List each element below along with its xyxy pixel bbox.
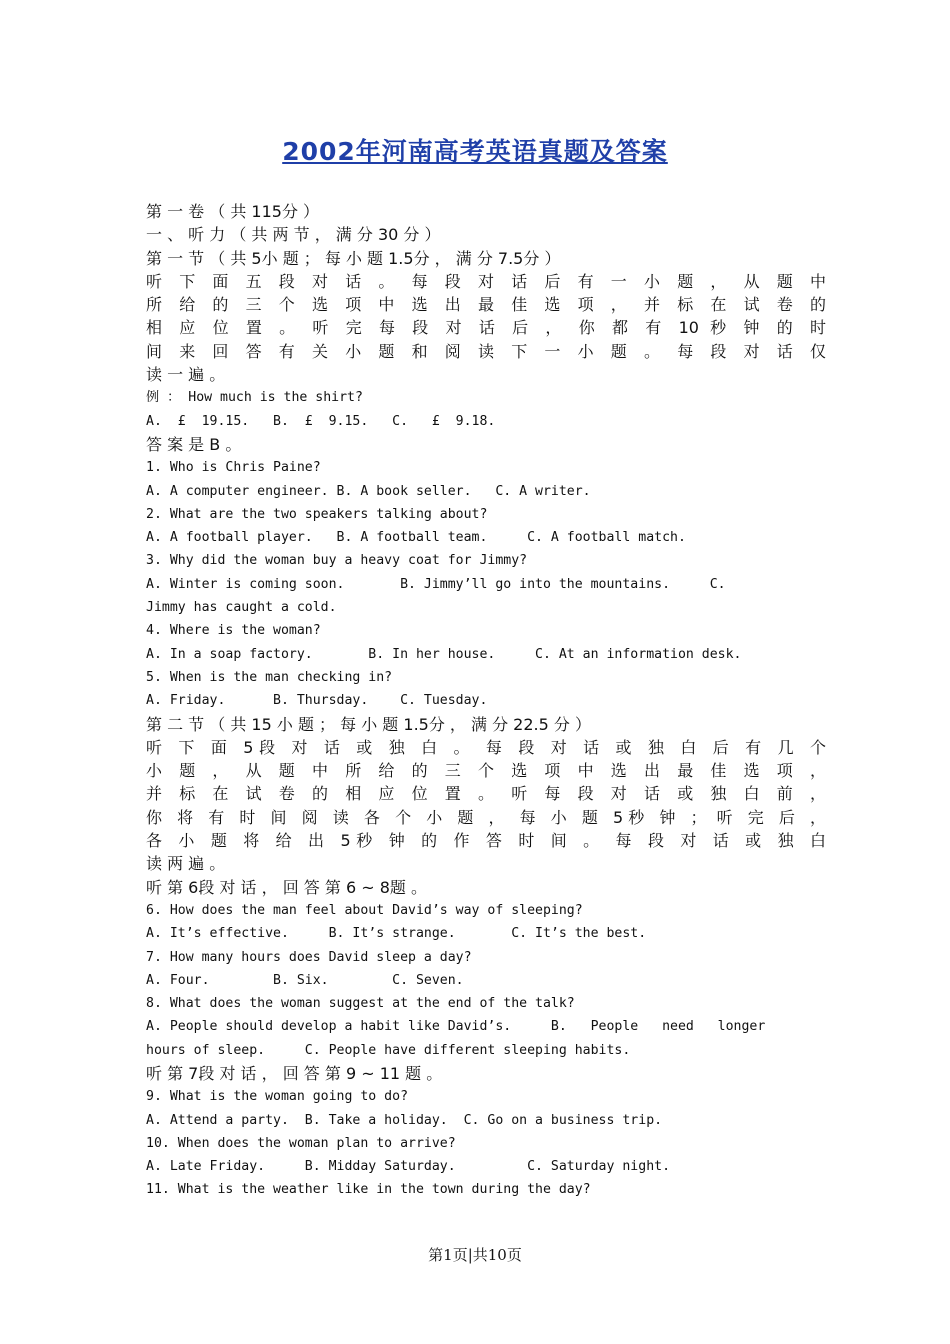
document-body xyxy=(146,200,826,1202)
text-line: 一 、 听 力 （ 共 两 节 ， 满 分 30 分 ） xyxy=(146,225,441,245)
text-line: 2. What are the two speakers talking about? xyxy=(146,506,488,522)
text-line: 你 将 有 时 间 阅 读 各 个 小 题 ， 每 小 题 5秒 钟 ； 听 完 后 ， xyxy=(146,807,826,827)
text-line: 10. When does the woman plan to arrive? xyxy=(146,1135,456,1151)
text-line: A. Winter is coming soon. B. Jimmy’ll go into the mountains. C. xyxy=(146,576,726,592)
text-line: 9. What is the woman going to do? xyxy=(146,1089,409,1105)
text-line: 6. How does the man feel about David’s way of sleeping? xyxy=(146,902,583,918)
text-line: 11. What is the weather like in the town during the day? xyxy=(146,1182,591,1198)
text-line: 小 题 ， 从 题 中 所 给 的 三 个 选 项 中 选 出 最 佳 选 项 ， xyxy=(146,761,826,781)
text-line: 7. How many hours does David sleep a day? xyxy=(146,949,472,965)
text-line: A. Attend a party. B. Take a holiday. C. Go on a business trip. xyxy=(146,1112,663,1128)
text-line: 各 小 题 将 给 出 5秒 钟 的 作 答 时 间 。 每 段 对 话 或 独 白 xyxy=(146,831,826,851)
text-line: 读 两 遍 。 xyxy=(146,854,226,874)
text-line: 读 一 遍 。 xyxy=(146,365,226,385)
text-line: A. £ 19.15. B. £ 9.15. C. £ 9.18. xyxy=(146,413,496,429)
text-line: A. Four. B. Six. C. Seven. xyxy=(146,972,464,988)
text-line: A. In a soap factory. B. In her house. C. At an information desk. xyxy=(146,646,742,662)
document-title: 2002年河南高考英语真题及答案 xyxy=(282,137,668,166)
text-line: 第 一 卷 （ 共 115分 ） xyxy=(146,202,320,221)
text-line: 例 ： How much is the shirt? xyxy=(146,390,363,406)
text-line: hours of sleep. C. People have different sleeping habits. xyxy=(146,1042,631,1058)
text-line: A. Friday. B. Thursday. C. Tuesday. xyxy=(146,693,488,709)
text-line: A. It’s effective. B. It’s strange. C. It’s the best. xyxy=(146,926,647,942)
text-line: 第 二 节 （ 共 15 小 题 ； 每 小 题 1.5分 ， 满 分 22.5 分 ） xyxy=(146,714,591,734)
text-line: A. A football player. B. A football team. C. A football match. xyxy=(146,530,686,546)
text-line: 4. Where is the woman? xyxy=(146,623,321,639)
text-line: 第 一 节 （ 共 5小 题 ； 每 小 题 1.5分 ， 满 分 7.5分 ） xyxy=(146,248,561,268)
text-line: 听 第 7段 对 话 ， 回 答 第 9 ~ 11 题 。 xyxy=(146,1063,443,1083)
text-line: 听 下 面 五 段 对 话 。 每 段 对 话 后 有 一 小 题 ， 从 题 中 xyxy=(146,271,826,291)
text-line: A. Late Friday. B. Midday Saturday. C. Saturday night. xyxy=(146,1159,671,1175)
text-line: A. People should develop a habit like David’s. B. People need longer xyxy=(146,1019,766,1035)
text-line: 1. Who is Chris Paine? xyxy=(146,460,321,476)
text-line: 8. What does the woman suggest at the end of the talk? xyxy=(146,996,575,1012)
text-line: 并 标 在 试 卷 的 相 应 位 置 。 听 每 段 对 话 或 独 白 前 ， xyxy=(146,784,826,804)
text-line: Jimmy has caught a cold. xyxy=(146,600,337,616)
text-line: 听 下 面 5段 对 话 或 独 白 。 每 段 对 话 或 独 白 后 有 几 个 xyxy=(146,737,826,757)
text-line: 所 给 的 三 个 选 项 中 选 出 最 佳 选 项 ， 并 标 在 试 卷 的 xyxy=(146,295,826,315)
text-line: 答 案 是 B 。 xyxy=(146,434,242,454)
text-line: 间 来 回 答 有 关 小 题 和 阅 读 下 一 小 题 。 每 段 对 话 仅 xyxy=(146,341,826,361)
text-line: 听 第 6段 对 话 ， 回 答 第 6 ~ 8题 。 xyxy=(146,877,427,897)
text-line: 3. Why did the woman buy a heavy coat for Jimmy? xyxy=(146,553,528,569)
page-footer: 第1页|共10页 xyxy=(428,1246,522,1264)
text-line: 5. When is the man checking in? xyxy=(146,669,393,685)
text-line: A. A computer engineer. B. A book seller. C. A writer. xyxy=(146,483,591,499)
text-line: 相 应 位 置 。 听 完 每 段 对 话 后 ， 你 都 有 10 秒 钟 的 时 xyxy=(146,318,826,338)
